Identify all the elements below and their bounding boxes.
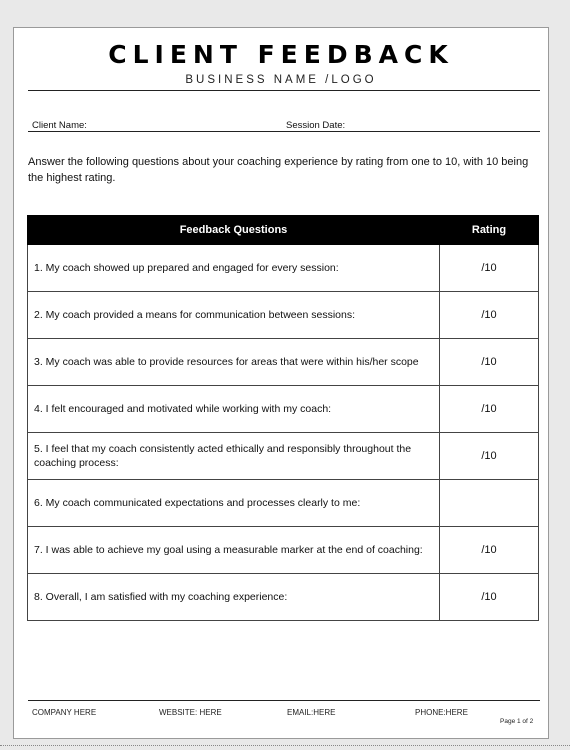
column-header-rating: Rating bbox=[440, 216, 539, 245]
feedback-table bbox=[27, 215, 539, 621]
column-header-questions: Feedback Questions bbox=[28, 216, 440, 245]
table-row bbox=[28, 245, 539, 292]
document-page bbox=[13, 27, 549, 739]
table-row bbox=[28, 527, 539, 574]
rating-cell[interactable]: /10 bbox=[440, 339, 539, 386]
page-number: Page 1 of 2 bbox=[500, 718, 534, 725]
rating-cell[interactable]: /10 bbox=[440, 527, 539, 574]
question-cell: 2. My coach provided a means for communication between sessions: bbox=[28, 292, 440, 339]
client-info-line bbox=[28, 131, 540, 132]
question-cell: 3. My coach was able to provide resources for areas that were within his/her scope bbox=[28, 339, 440, 386]
footer-email: EMAIL:HERE bbox=[287, 708, 336, 717]
rating-cell[interactable]: /10 bbox=[440, 574, 539, 621]
rating-cell[interactable] bbox=[440, 480, 539, 527]
business-name-logo: BUSINESS NAME /LOGO bbox=[185, 74, 377, 86]
question-cell: 7. I was able to achieve my goal using a measurable marker at the end of coaching: bbox=[28, 527, 440, 574]
instructions-text: Answer the following questions about your coaching experience by rating from one to 10, with 10 being the highest rating. bbox=[28, 156, 529, 184]
table-row bbox=[28, 574, 539, 621]
footer-company: COMPANY HERE bbox=[32, 708, 97, 717]
question-cell: 8. Overall, I am satisfied with my coaching experience: bbox=[28, 574, 440, 621]
rating-cell[interactable]: /10 bbox=[440, 433, 539, 480]
question-cell: 1. My coach showed up prepared and engaged for every session: bbox=[28, 245, 440, 292]
question-cell: 6. My coach communicated expectations and processes clearly to me: bbox=[28, 480, 440, 527]
rating-cell[interactable]: /10 bbox=[440, 245, 539, 292]
table-row bbox=[28, 339, 539, 386]
footer-phone: PHONE:HERE bbox=[415, 708, 468, 717]
session-date-label: Session Date: bbox=[286, 120, 346, 131]
header-divider bbox=[28, 90, 540, 91]
question-cell: 5. I feel that my coach consistently acted ethically and responsibly throughout the coaching process: bbox=[28, 433, 440, 480]
table-row bbox=[28, 433, 539, 480]
page-title: CLIENT FEEDBACK bbox=[108, 40, 454, 69]
client-name-label: Client Name: bbox=[32, 120, 87, 131]
footer-divider bbox=[28, 700, 540, 701]
table-row bbox=[28, 386, 539, 433]
footer-website: WEBSITE: HERE bbox=[159, 708, 222, 717]
table-row bbox=[28, 292, 539, 339]
table-header-row bbox=[28, 216, 539, 245]
rating-cell[interactable]: /10 bbox=[440, 292, 539, 339]
page-edge-dotted-line bbox=[0, 745, 570, 746]
table-row bbox=[28, 480, 539, 527]
rating-cell[interactable]: /10 bbox=[440, 386, 539, 433]
question-cell: 4. I felt encouraged and motivated while working with my coach: bbox=[28, 386, 440, 433]
